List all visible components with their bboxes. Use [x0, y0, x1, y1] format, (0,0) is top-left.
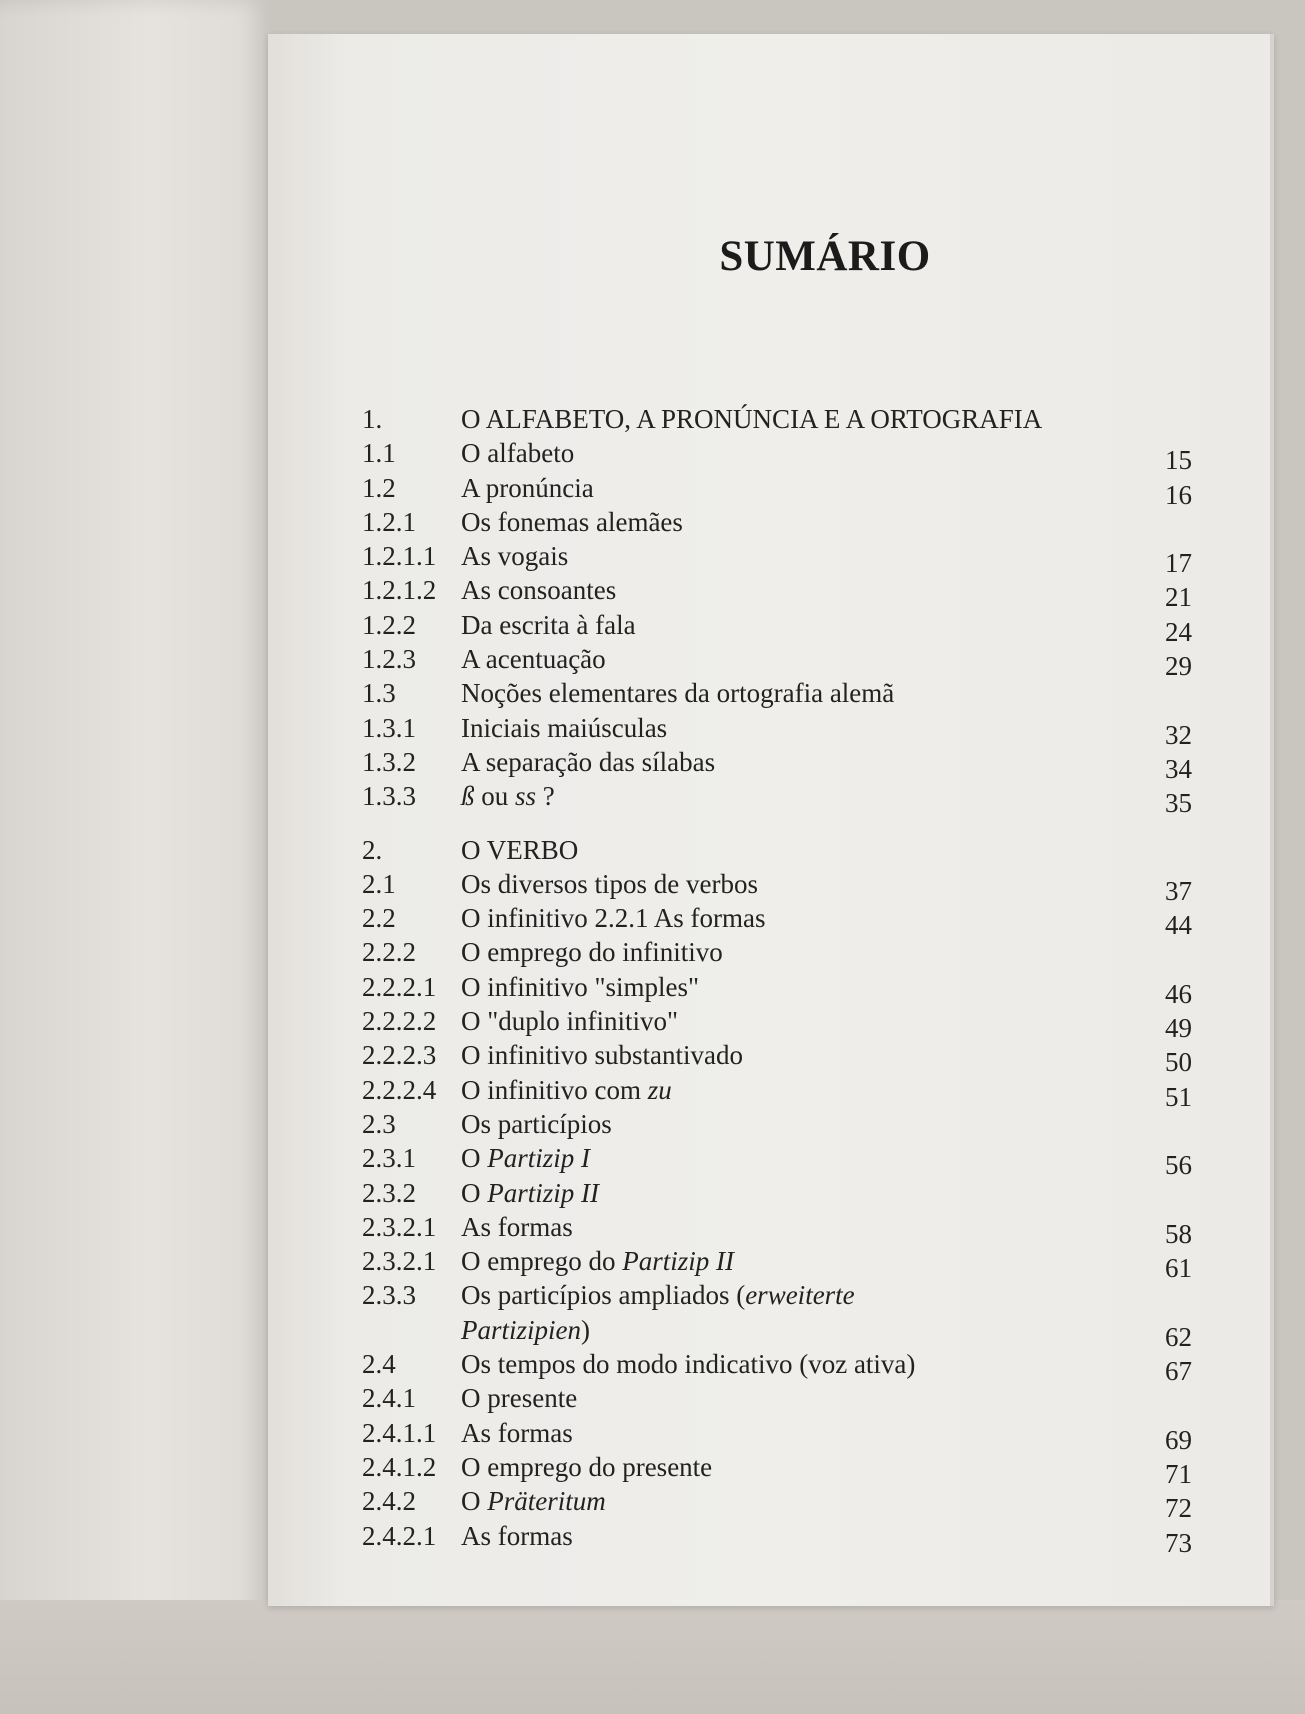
toc-text: ) [581, 1314, 590, 1345]
toc-page-number: 24 [1165, 616, 1192, 647]
toc-entry-title [461, 676, 894, 710]
toc-entry-title [461, 608, 636, 642]
toc-text: Os diversos tipos de verbos [461, 868, 758, 899]
toc-entry-title [461, 711, 667, 745]
toc-row [362, 711, 1192, 750]
toc-row [362, 1381, 1192, 1415]
toc-section-number: 2.3.2.1 [362, 1246, 437, 1277]
toc-page-number: 32 [1165, 719, 1192, 750]
toc-page-number: 37 [1165, 875, 1192, 906]
toc-row [362, 1004, 1192, 1044]
toc-text: O emprego do infinitivo [461, 937, 723, 968]
toc-page-number: 50 [1165, 1047, 1192, 1078]
toc-text: O emprego do [461, 1246, 623, 1277]
toc-section-number: 1.3.2 [362, 746, 416, 777]
toc-row [362, 1141, 1192, 1181]
toc-section-number: 2.4 [362, 1349, 396, 1380]
toc-text: O ALFABETO, A PRONÚNCIA E A ORTOGRAFIA [461, 404, 1043, 434]
toc-entry-title [461, 1278, 855, 1312]
toc-text: As formas [461, 1211, 573, 1242]
toc-entry-title [461, 1484, 606, 1518]
toc-row [362, 935, 1192, 969]
toc-entry-title [461, 1073, 672, 1107]
toc-entry-title [461, 1107, 612, 1141]
toc-section-number: 1.2.1.1 [362, 541, 437, 572]
toc-text: ou [474, 781, 515, 812]
toc-section-number: 1. [362, 404, 383, 434]
toc-text: O alfabeto [461, 438, 575, 469]
toc-row [362, 436, 1192, 476]
toc-italic-text: Partizip I [487, 1143, 591, 1174]
toc-italic-text: Präteritum [487, 1486, 606, 1517]
toc-row [362, 867, 1192, 906]
toc-italic-text: erweiterte [745, 1280, 855, 1311]
toc-section-number: 2.2.2.1 [362, 971, 437, 1002]
toc-entry-title [461, 1450, 712, 1484]
toc-section-number: 1.1 [362, 438, 396, 469]
toc-row [362, 505, 1192, 539]
toc-italic-text: ß [461, 781, 475, 812]
toc-page-number: 16 [1165, 479, 1192, 510]
table-of-contents [362, 402, 1192, 1558]
toc-entry-title [461, 573, 616, 607]
toc-row [362, 642, 1192, 682]
toc-entry-title [461, 642, 606, 676]
toc-section-number: 2.1 [362, 868, 396, 899]
toc-section-number: 2. [362, 834, 383, 865]
toc-text: Da escrita à fala [461, 609, 636, 640]
toc-entry-title [461, 1519, 573, 1553]
toc-entry-title [461, 833, 578, 867]
toc-row [362, 745, 1192, 784]
toc-page-number: 62 [1165, 1321, 1192, 1352]
toc-row [362, 1107, 1192, 1141]
toc-row [362, 676, 1192, 710]
toc-section-number: 1.3 [362, 678, 396, 709]
toc-text: Os particípios ampliados ( [461, 1280, 746, 1311]
toc-text: A pronúncia [461, 472, 594, 503]
toc-row [362, 1073, 1192, 1112]
toc-page-number: 51 [1165, 1081, 1192, 1112]
toc-entry-title [461, 1038, 743, 1072]
toc-row [362, 1416, 1192, 1455]
toc-page-number: 15 [1165, 445, 1192, 476]
toc-entry-title [461, 1416, 573, 1450]
toc-italic-text: ss [515, 781, 537, 812]
toc-row [362, 1278, 1192, 1312]
toc-page-number: 56 [1165, 1150, 1192, 1181]
toc-row [362, 539, 1192, 579]
toc-text: O VERBO [461, 834, 579, 865]
toc-entry-title [461, 1244, 734, 1278]
toc-section-number: 1.2.2 [362, 609, 416, 640]
toc-section-number: 2.3 [362, 1108, 396, 1139]
toc-page-number: 49 [1165, 1013, 1192, 1044]
toc-italic-text: Partizip II [622, 1246, 734, 1277]
toc-entry-title [461, 1004, 678, 1038]
toc-text: As formas [461, 1417, 573, 1448]
toc-text: O [461, 1486, 488, 1517]
toc-entry-title [461, 505, 683, 539]
toc-row [362, 471, 1192, 510]
toc-row [362, 901, 1192, 941]
toc-page-number: 71 [1165, 1458, 1192, 1489]
toc-section-number: 2.2.2.2 [362, 1006, 437, 1037]
toc-text: ? [536, 781, 555, 812]
toc-page-number: 58 [1165, 1218, 1192, 1249]
toc-entry-title [461, 1141, 590, 1175]
toc-section-number: 1.3.3 [362, 781, 416, 812]
toc-text: O infinitivo substantivado [461, 1040, 743, 1071]
toc-entry-title [461, 901, 766, 935]
toc-entry-title [461, 1176, 599, 1210]
toc-section-number: 1.2.1 [362, 506, 416, 537]
toc-section-number: 2.4.1.2 [362, 1451, 437, 1482]
toc-text: Os particípios [461, 1108, 612, 1139]
toc-text: O "duplo infinitivo" [461, 1006, 679, 1037]
left-page [0, 0, 270, 1620]
toc-page-number: 21 [1165, 582, 1192, 613]
toc-row [362, 1244, 1192, 1284]
toc-entry-title [461, 745, 715, 779]
toc-section-number: 2.4.2 [362, 1486, 416, 1517]
toc-row [362, 1484, 1192, 1524]
toc-text: As vogais [461, 541, 569, 572]
toc-page-number: 72 [1165, 1493, 1192, 1524]
toc-row [362, 1313, 1192, 1352]
toc-entry-title [461, 1347, 915, 1381]
toc-section-number: 2.3.2.1 [362, 1211, 437, 1242]
toc-row [362, 779, 1192, 819]
toc-text: Iniciais maiúsculas [461, 712, 668, 743]
toc-entry-title [461, 436, 574, 470]
toc-italic-text: zu [647, 1074, 672, 1105]
toc-section-number: 2.2 [362, 903, 396, 934]
toc-text: As consoantes [461, 575, 617, 606]
toc-entry-title [461, 1381, 577, 1415]
toc-row [362, 1176, 1192, 1210]
toc-page-number: 61 [1165, 1253, 1192, 1284]
table-surface [0, 1600, 1305, 1714]
page-title: SUMÁRIO [719, 233, 931, 280]
right-page [268, 34, 1274, 1606]
toc-row [362, 833, 1192, 867]
toc-text: O [461, 1177, 488, 1208]
toc-text: Os fonemas alemães [461, 506, 683, 537]
toc-entry-title [461, 539, 568, 573]
toc-page-number: 29 [1165, 651, 1192, 682]
toc-row [362, 573, 1192, 613]
toc-text: O emprego do presente [461, 1451, 713, 1482]
toc-section-number: 2.4.1.1 [362, 1417, 437, 1448]
toc-entry-title [461, 779, 555, 813]
toc-italic-text: Partizipien [461, 1314, 581, 1345]
toc-entry-title [461, 402, 1042, 436]
toc-italic-text: Partizip II [487, 1177, 599, 1208]
toc-page-number: 17 [1165, 548, 1192, 579]
toc-text: O infinitivo 2.2.1 As formas [461, 903, 766, 934]
toc-entry-title [461, 1210, 573, 1244]
toc-row [362, 608, 1192, 647]
toc-row [362, 402, 1192, 436]
toc-section-number: 2.3.2 [362, 1177, 416, 1208]
toc-page-number: 44 [1165, 910, 1192, 941]
toc-text: A separação das sílabas [461, 746, 716, 777]
toc-row [362, 1210, 1192, 1249]
toc-text: Noções elementares da ortografia alemã [461, 678, 895, 709]
toc-row [362, 1347, 1192, 1387]
toc-section-number: 2.2.2.3 [362, 1040, 437, 1071]
toc-page-number: 69 [1165, 1424, 1192, 1455]
toc-entry-title [461, 935, 723, 969]
toc-text: O infinitivo "simples" [461, 971, 700, 1002]
toc-row [362, 1519, 1192, 1558]
toc-text: As formas [461, 1520, 573, 1551]
toc-text: O presente [461, 1383, 578, 1414]
toc-section-number: 2.2.2.4 [362, 1074, 437, 1105]
toc-row [362, 970, 1192, 1009]
toc-page-number: 67 [1165, 1356, 1192, 1387]
toc-row [362, 1450, 1192, 1489]
toc-entry-title [461, 970, 699, 1004]
toc-section-number: 2.3.3 [362, 1280, 416, 1311]
toc-section-number: 2.4.2.1 [362, 1520, 437, 1551]
toc-entry-title [461, 471, 594, 505]
toc-page-number: 35 [1165, 788, 1192, 819]
toc-section-number: 1.2.3 [362, 644, 416, 675]
toc-page-number: 73 [1165, 1527, 1192, 1558]
toc-section-number: 2.4.1 [362, 1383, 416, 1414]
toc-section-number: 1.2.1.2 [362, 575, 437, 606]
toc-text: A acentuação [461, 644, 606, 675]
toc-text: Os tempos do modo indicativo (voz ativa) [461, 1349, 916, 1380]
toc-entry-title [461, 867, 758, 901]
toc-entry-title [461, 1313, 590, 1347]
toc-page-number: 46 [1165, 978, 1192, 1009]
toc-row [362, 1038, 1192, 1078]
toc-section-number: 2.2.2 [362, 937, 416, 968]
toc-section-number: 2.3.1 [362, 1143, 416, 1174]
toc-page-number: 34 [1165, 753, 1192, 784]
toc-section-number: 1.3.1 [362, 712, 416, 743]
toc-text: O [461, 1143, 488, 1174]
toc-text: O infinitivo com [461, 1074, 648, 1105]
toc-section-number: 1.2 [362, 472, 396, 503]
